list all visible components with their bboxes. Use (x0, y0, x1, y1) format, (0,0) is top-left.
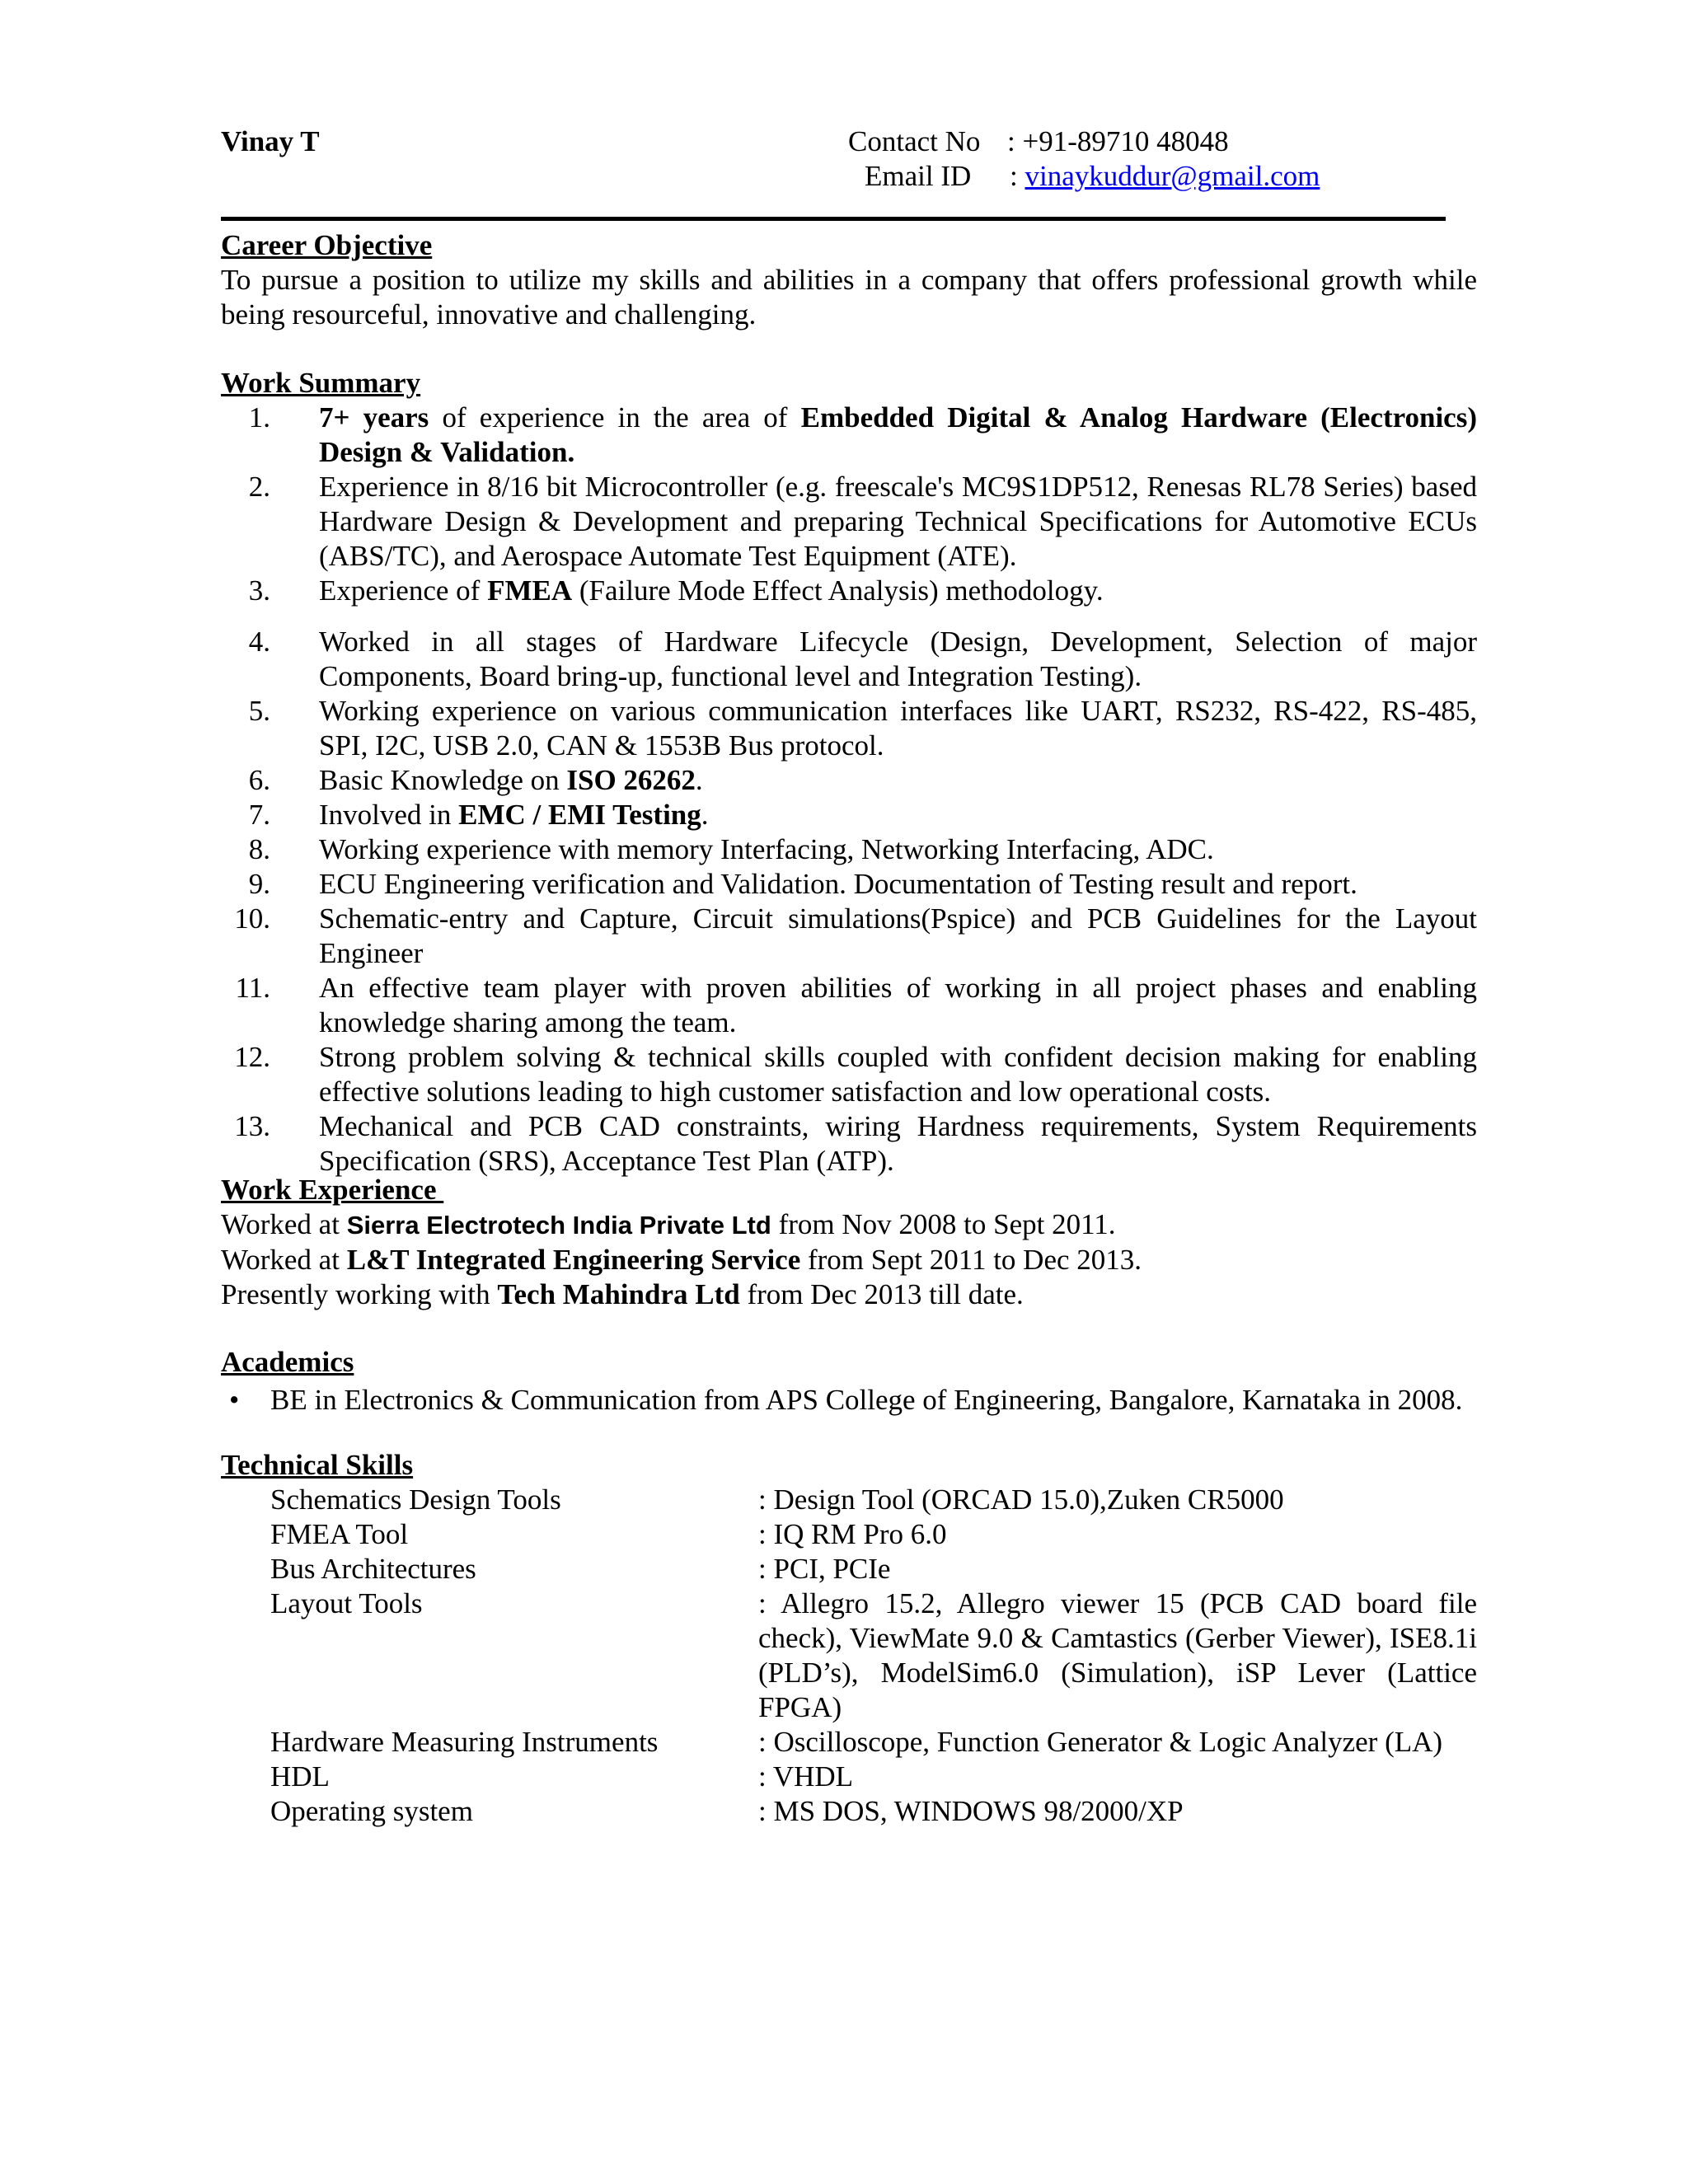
candidate-name: Vinay T (221, 125, 320, 157)
item-text: of experience in the area of (429, 401, 801, 434)
item-bold: Embedded Digital & Analog Hardware (Electronics) Design & Validation. (319, 401, 1477, 468)
item-text: Mechanical and PCB CAD constraints, wiring Hardness requirements, System Requirements Specification (SRS), Acceptance Test Plan (ATP). (319, 1110, 1477, 1177)
table-row (270, 1483, 1477, 1517)
experience-text: Presently working with (221, 1278, 498, 1310)
item-text: Working experience on various communication interfaces like UART, RS232, RS-422, RS-485, SPI, I2C, USB 2.0, CAN & 1553B Bus protocol. (319, 695, 1477, 762)
item-number: 6. (248, 764, 270, 796)
table-row (270, 1552, 1477, 1586)
item-number: 5. (248, 695, 270, 727)
list-item (221, 971, 1477, 1040)
skill-value: : MS DOS, WINDOWS 98/2000/XP (758, 1795, 1184, 1827)
list-item (221, 798, 1477, 832)
skill-value: : Design Tool (ORCAD 15.0),Zuken CR5000 (758, 1483, 1284, 1516)
table-row (270, 1725, 1477, 1760)
list-item (221, 763, 1477, 798)
skill-value: : IQ RM Pro 6.0 (758, 1518, 947, 1550)
skill-value: : Allegro 15.2, Allegro viewer 15 (PCB CAD board file check), ViewMate 9.0 & Camtastics (Gerber Viewer), ISE8.1i (PLD’s), ModelSim6.0 (Simulation), iSP Lever (Lattice FPGA) (758, 1587, 1477, 1723)
email-link[interactable]: vinaykuddur@gmail.com (1025, 160, 1320, 192)
technical-skills-section (221, 1448, 1477, 1829)
item-number: 1. (248, 401, 270, 434)
item-bold: 7+ years (319, 401, 429, 434)
skill-key: Bus Architectures (270, 1553, 476, 1585)
contact-value: : +91-89710 48048 (1007, 125, 1229, 157)
experience-line (221, 1207, 1477, 1243)
company-name: L&T Integrated Engineering Service (346, 1244, 801, 1276)
email-row (1010, 159, 1320, 194)
skill-value: : Oscilloscope, Function Generator & Logic Analyzer (LA) (758, 1726, 1443, 1758)
item-text: An effective team player with proven abilities of working in all project phases and enabling knowledge sharing among the team. (319, 972, 1477, 1038)
item-number: 8. (248, 833, 270, 865)
item-text: Involved in (319, 799, 459, 831)
table-row (270, 1517, 1477, 1552)
contact-label: Contact No (848, 125, 981, 157)
item-text: (Failure Mode Effect Analysis) methodology. (572, 574, 1104, 607)
academics-list (221, 1383, 1477, 1418)
table-row (270, 1794, 1477, 1829)
work-experience-section (221, 1173, 1477, 1312)
email-label: Email ID (865, 160, 972, 192)
list-item (221, 625, 1477, 694)
work-summary-heading: Work Summary (221, 367, 421, 399)
experience-line (221, 1243, 1477, 1277)
skill-value: : VHDL (758, 1760, 854, 1793)
item-text: Experience of (319, 574, 488, 607)
item-text: Strong problem solving & technical skills coupled with confident decision making for enabling effective solutions leading to high customer satisfaction and low operational costs. (319, 1041, 1477, 1108)
academics-heading: Academics (221, 1346, 354, 1378)
career-objective-section (221, 228, 1477, 332)
item-text: Worked in all stages of Hardware Lifecycle (Design, Development, Selection of major Components, Board bring-up, functional level and Integration Testing). (319, 626, 1477, 692)
company-name: Sierra Electrotech India Private Ltd (346, 1211, 771, 1240)
skill-key: HDL (270, 1760, 330, 1793)
experience-text: from Dec 2013 till date. (739, 1278, 1024, 1310)
item-bold: EMC / EMI Testing (458, 799, 701, 831)
bullet-icon: • (229, 1384, 240, 1416)
item-text: Experience in 8/16 bit Microcontroller (e.g. freescale's MC9S1DP512, Renesas RL78 Series) based Hardware Design & Development and preparing Technical Specifications for Automotive ECUs (ABS/TC), and Aerospace Automate Test Equipment (ATE). (319, 471, 1477, 572)
skill-key: Operating system (270, 1795, 473, 1827)
item-number: 4. (248, 626, 270, 658)
header-divider (221, 217, 1446, 221)
list-item (221, 574, 1477, 608)
skill-value: : PCI, PCIe (758, 1553, 891, 1585)
academics-text: BE in Electronics & Communication from APS College of Engineering, Bangalore, Karnataka in 2008. (270, 1384, 1463, 1416)
list-item (221, 1040, 1477, 1109)
experience-line (221, 1277, 1477, 1312)
item-number: 11. (235, 972, 270, 1004)
career-objective-text: To pursue a position to utilize my skills and abilities in a company that offers professional growth while being resourceful, innovative and challenging. (221, 264, 1477, 330)
skills-table (270, 1483, 1477, 1829)
item-bold: FMEA (487, 574, 573, 607)
item-number: 9. (248, 868, 270, 900)
career-objective-heading: Career Objective (221, 229, 433, 261)
list-item (221, 832, 1477, 867)
item-text: Working experience with memory Interfacing, Networking Interfacing, ADC. (319, 833, 1214, 865)
list-item (221, 470, 1477, 574)
list-item (221, 1383, 1477, 1418)
list-item (221, 1109, 1477, 1179)
item-text: Schematic-entry and Capture, Circuit simulations(Pspice) and PCB Guidelines for the Layout Engineer (319, 902, 1477, 969)
skill-key: Schematics Design Tools (270, 1483, 561, 1516)
experience-text: Worked at (221, 1244, 347, 1276)
experience-text: Worked at (221, 1208, 347, 1240)
item-text: . (701, 799, 709, 831)
skill-key: Layout Tools (270, 1587, 423, 1619)
academics-section (221, 1345, 1477, 1418)
item-number: 2. (248, 471, 270, 503)
table-row (270, 1586, 1477, 1725)
item-number: 10. (234, 902, 270, 935)
company-name: Tech Mahindra Ltd (497, 1278, 740, 1310)
list-item (221, 902, 1477, 971)
item-text: ECU Engineering verification and Validation. Documentation of Testing result and report. (319, 868, 1357, 900)
item-number: 12. (234, 1041, 270, 1073)
item-number: 7. (248, 799, 270, 831)
item-number: 3. (248, 574, 270, 607)
skill-key: Hardware Measuring Instruments (270, 1726, 659, 1758)
work-experience-heading: Work Experience (221, 1174, 444, 1206)
item-bold: ISO 26262 (566, 764, 696, 796)
technical-skills-heading: Technical Skills (221, 1449, 414, 1481)
item-text: . (695, 764, 703, 796)
item-text: Basic Knowledge on (319, 764, 567, 796)
list-item (221, 401, 1477, 470)
list-item (221, 694, 1477, 763)
work-summary-section (221, 366, 1477, 1179)
work-summary-list (221, 401, 1477, 1179)
email-separator: : (1010, 160, 1018, 192)
item-number: 13. (234, 1110, 270, 1142)
table-row (270, 1760, 1477, 1794)
experience-text: from Sept 2011 to Dec 2013. (800, 1244, 1142, 1276)
skill-key: FMEA Tool (270, 1518, 409, 1550)
list-item (221, 867, 1477, 902)
experience-text: from Nov 2008 to Sept 2011. (771, 1208, 1116, 1240)
